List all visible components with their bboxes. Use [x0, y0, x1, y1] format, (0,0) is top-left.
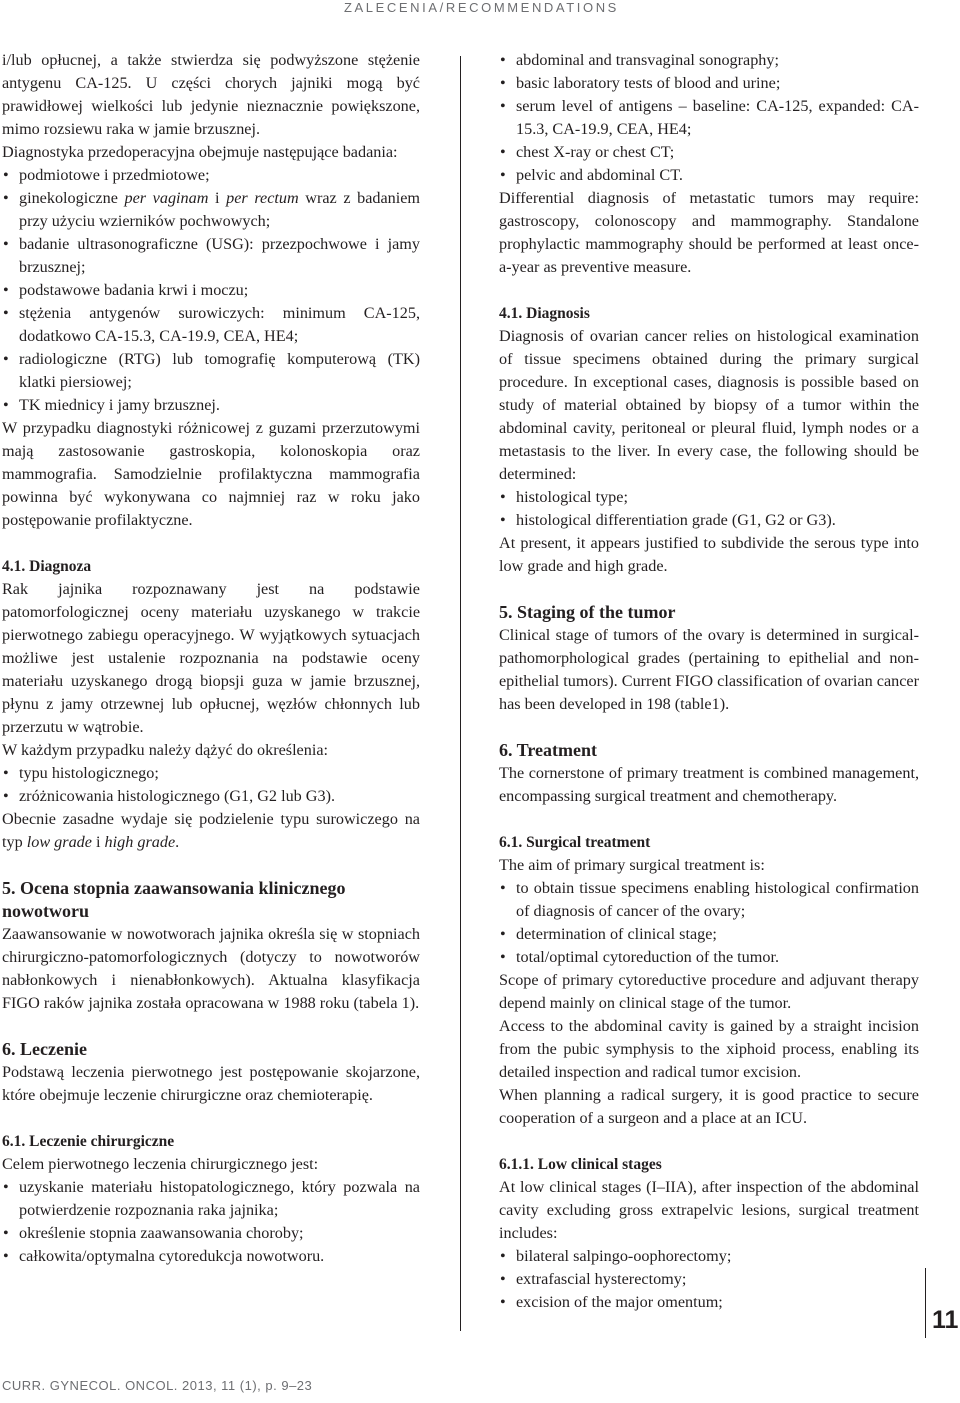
paragraph: W przypadku diagnostyki różnicowej z guzami przerzutowymi mają zastosowanie gastroskopia, kolonoskopia oraz mammografia. Samodzielnie profilaktyczna mammografia powinna być wykonywana co najmniej raz w roku jako postępowanie profilaktyczne. — [2, 419, 420, 529]
list-item: • determination of clinical stage; — [499, 923, 919, 946]
list-item: • badanie ultrasonograficzne (USG): przezpochwowe i jamy brzusznej; — [2, 233, 420, 279]
paragraph: Diagnostyka przedoperacyjna obejmuje następujące badania: — [2, 143, 398, 161]
list-item: • bilateral salpingo-oophorectomy; — [499, 1245, 919, 1268]
paragraph: Zaawansowanie w nowotworach jajnika określa się w stopniach chirurgiczno-patomorfologicznych (dotyczy to nowotworów nabłonkowych i nienabłonkowych). Aktualna klasyfikacja FIGO raków jajnika została opracowana w 1988 roku (tabela 1). — [2, 925, 420, 1012]
subsection-heading: 4.1. Diagnoza — [2, 558, 92, 575]
list-item: • extrafascial hysterectomy; — [499, 1268, 919, 1291]
paragraph: Scope of primary cytoreductive procedure and adjuvant therapy depend mainly on clinical stage of the tumor. — [499, 971, 919, 1012]
page-number-rule — [925, 1268, 926, 1338]
paragraph: Obecnie zasadne wydaje się podzielenie typu surowiczego na typ low grade i high grade. — [2, 810, 420, 851]
list-item: • histological type; — [499, 486, 919, 509]
list-item: • stężenia antygenów surowiczych: minimum CA-125, dodatkowo CA-15.3, CA-19.9, CEA, HE4; — [2, 302, 420, 348]
paragraph: Rak jajnika rozpoznawany jest na podstawie patomorfologicznej oceny materiału uzyskanego w trakcie pierwotnego zabiegu operacyjnego. W wyjątkowych sytuacjach możliwe jest ustalenie rozpoznania na podstawie oceny materiału uzyskanego drogą biopsji guza w jamie brzusznej, płynu z jamy otrzewnej lub opłucnej, węzłów chłonnych lub przerzutu w wątrobie. — [2, 580, 420, 736]
list-item: • to obtain tissue specimens enabling histological confirmation of diagnosis of cancer of the ovary; — [499, 877, 919, 923]
list-item: • pelvic and abdominal CT. — [499, 164, 919, 187]
footer-citation: CURR. GYNECOL. ONCOL. 2013, 11 (1), p. 9–23 — [2, 1378, 313, 1393]
left-column-polish — [2, 49, 420, 1268]
list-item: • TK miednicy i jamy brzusznej. — [2, 394, 420, 417]
paragraph: i/lub opłucnej, a także stwierdza się podwyższone stężenie antygenu CA-125. U części chorych jajniki mogą być prawidłowej wielkości lub jedynie nieznacznie powiększone, mimo rozsiewu raka w jamie brzusznej. — [2, 51, 420, 138]
paragraph: When planning a radical surgery, it is good practice to secure cooperation of a surgeon and a place at an ICU. — [499, 1086, 919, 1127]
list-item: • podstawowe badania krwi i moczu; — [2, 279, 420, 302]
bullet-list — [499, 486, 919, 532]
list-item: • total/optimal cytoreduction of the tumor. — [499, 946, 919, 969]
paragraph: The aim of primary surgical treatment is: — [499, 856, 765, 874]
paragraph: Clinical stage of tumors of the ovary is determined in surgical-pathomorphological grades (pertaining to epithelial and non-epithelial tumors). Current FIGO classification of ovarian cancer has been developed in 198 (table1). — [499, 626, 919, 713]
list-item: • uzyskanie materiału histopatologicznego, który pozwala na potwierdzenie rozpoznania raka jajnika; — [2, 1176, 420, 1222]
bullet-list — [2, 1176, 420, 1268]
column-divider — [460, 56, 461, 1331]
right-column-english — [499, 49, 919, 1314]
paragraph: Celem pierwotnego leczenia chirurgicznego jest: — [2, 1155, 319, 1173]
bullet-list — [499, 1245, 919, 1314]
list-item: • zróżnicowania histologicznego (G1, G2 lub G3). — [2, 785, 420, 808]
paragraph: Podstawą leczenia pierwotnego jest postępowanie skojarzone, które obejmuje leczenie chirurgiczne oraz chemioterapię. — [2, 1063, 420, 1104]
section-heading: 5. Staging of the tumor — [499, 602, 676, 622]
paragraph: At low clinical stages (I–IIA), after inspection of the abdominal cavity excluding gross extrapelvic lesions, surgical treatment includes: — [499, 1178, 919, 1242]
paragraph: Diagnosis of ovarian cancer relies on histological examination of tissue specimens obtained during the primary surgical procedure. In exceptional cases, diagnosis is possible based on study of material obtained by biopsy of a tumor within the abdominal cavity, peritoneal or pleural fluid, lymph nodes or a metastasis to the liver. In every case, the following should be determined: — [499, 327, 919, 483]
section-heading: 5. Ocena stopnia zaawansowania klinicznego nowotworu — [2, 878, 346, 921]
list-item: • całkowita/optymalna cytoredukcja nowotworu. — [2, 1245, 420, 1268]
list-item: • radiologiczne (RTG) lub tomografię komputerową (TK) klatki piersiowej; — [2, 348, 420, 394]
paragraph: W każdym przypadku należy dążyć do określenia: — [2, 741, 329, 759]
subsection-heading: 6.1.1. Low clinical stages — [499, 1156, 662, 1173]
list-item: • podmiotowe i przedmiotowe; — [2, 164, 420, 187]
list-item: • określenie stopnia zaawansowania choroby; — [2, 1222, 420, 1245]
list-item: • ginekologiczne per vaginam i per rectum wraz z badaniem przy użyciu wzierników pochwowych; — [2, 187, 420, 233]
section-heading: 6. Treatment — [499, 740, 597, 760]
bullet-list — [499, 49, 919, 187]
paragraph: Access to the abdominal cavity is gained by a straight incision from the pubic symphysis to the xiphoid process, enabling its detailed inspection and radical tumor excision. — [499, 1017, 919, 1081]
list-item: • chest X-ray or chest CT; — [499, 141, 919, 164]
list-item: • serum level of antigens – baseline: CA-125, expanded: CA-15.3, CA-19.9, CEA, HE4; — [499, 95, 919, 141]
section-heading: 6. Leczenie — [2, 1039, 87, 1059]
page-number: 11 — [932, 1306, 959, 1334]
paragraph: At present, it appears justified to subdivide the serous type into low grade and high grade. — [499, 534, 919, 575]
list-item: • histological differentiation grade (G1, G2 or G3). — [499, 509, 919, 532]
bullet-list — [499, 877, 919, 969]
subsection-heading: 6.1. Surgical treatment — [499, 834, 651, 851]
subsection-heading: 4.1. Diagnosis — [499, 305, 590, 322]
list-item: • basic laboratory tests of blood and urine; — [499, 72, 919, 95]
paragraph: The cornerstone of primary treatment is combined management, encompassing surgical treatment and chemotherapy. — [499, 764, 919, 805]
list-item: • abdominal and transvaginal sonography; — [499, 49, 919, 72]
bullet-list — [2, 164, 420, 417]
list-item: • excision of the major omentum; — [499, 1291, 919, 1314]
subsection-heading: 6.1. Leczenie chirurgiczne — [2, 1133, 175, 1150]
list-item: • typu histologicznego; — [2, 762, 420, 785]
bullet-list — [2, 762, 420, 808]
running-header: ZALECENIA/RECOMMENDATIONS — [344, 0, 619, 15]
paragraph: Differential diagnosis of metastatic tumors may require: gastroscopy, colonoscopy and mammography. Standalone prophylactic mammography should be performed at least once-a-year as preventive measure. — [499, 189, 919, 276]
